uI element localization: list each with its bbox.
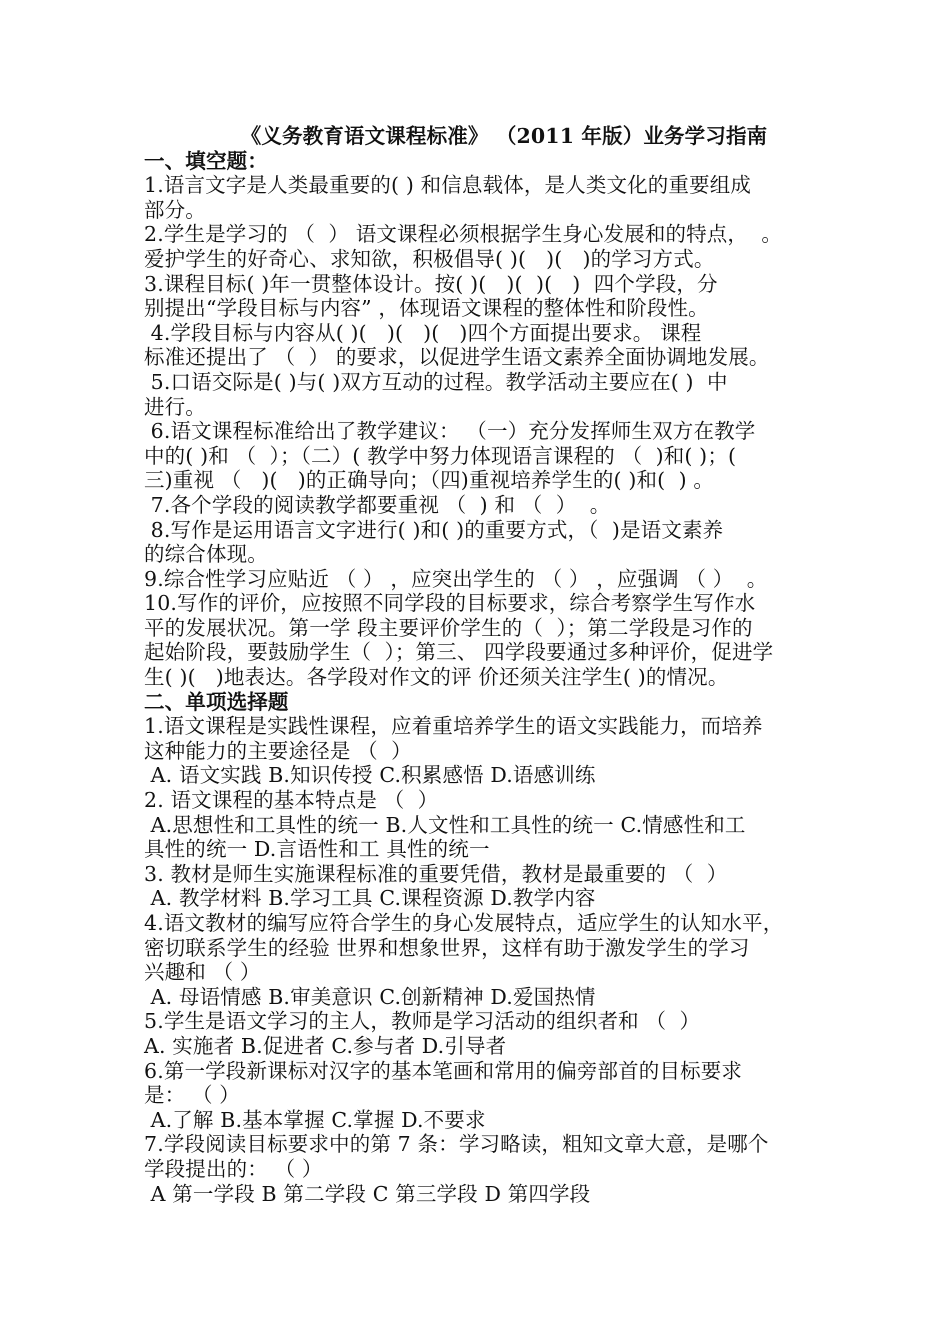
text-line: A. 实施者 B.促进者 C.参与者 D.引导者	[144, 1033, 507, 1058]
text-line: 中的( )和 （ ）；（二）( 教学中努力体现语言课程的 （ )和( )；(	[144, 443, 737, 468]
text-line: 1.语文课程是实践性课程，应着重培养学生的语文实践能力，而培养	[144, 714, 763, 739]
text-line: 3. 教材是师生实施课程标准的重要凭借，教材是最重要的 （ ）	[144, 861, 728, 886]
text-line: 5.口语交际是( )与( )双方互动的过程。教学活动主要应在( ) 中	[144, 369, 728, 394]
text-line: A.了解 B.基本掌握 C.掌握 D.不要求	[144, 1107, 486, 1132]
text-line: 2. 语文课程的基本特点是 （ ）	[144, 788, 439, 813]
text-line: 是： （ ）	[144, 1083, 240, 1108]
text-line: 6.第一学段新课标对汉字的基本笔画和常用的偏旁部首的目标要求	[144, 1058, 743, 1083]
text-line: 部分。	[144, 197, 206, 222]
text-line: 4.语文教材的编写应符合学生的身心发展特点，适应学生的认知水平，	[144, 911, 784, 935]
text-line: 7.学段阅读目标要求中的第 7 条：学习略读，粗知文章大意，是哪个	[144, 1132, 769, 1157]
text-line: 4.学段目标与内容从( )( )( )( )四个方面提出要求。 课程	[144, 320, 702, 345]
document-body	[144, 124, 824, 1206]
text-line: 9.综合性学习应贴近 （ ） ，应突出学生的 （ ） ，应强调 （ ） 。	[144, 566, 768, 591]
text-line: 3.课程目标( )年一贯整体设计。按( )( )( )( ) 四个学段，分	[144, 271, 718, 296]
text-line: A 第一学段 B 第二学段 C 第三学段 D 第四学段	[144, 1181, 591, 1206]
text-line: 密切联系学生的经验 世界和想象世界，这样有助于激发学生的学习	[144, 935, 750, 960]
text-line: 的综合体现。	[144, 542, 268, 567]
text-line: 起始阶段，要鼓励学生（ ）；第三、 四学段要通过多种评价，促进学	[144, 640, 774, 665]
multiple-choice-questions	[144, 714, 824, 1206]
text-line: 1.语言文字是人类最重要的( ) 和信息载体，是人类文化的重要组成	[144, 173, 752, 198]
text-line: 这种能力的主要途径是 （ ）	[144, 738, 412, 763]
text-line: 进行。	[144, 394, 206, 419]
text-line: 爱护学生的好奇心、求知欲，积极倡导( )( )( )的学习方式。	[144, 246, 715, 271]
text-line: 8.写作是运用语言文字进行( )和( )的重要方式，（ )是语文素养	[144, 517, 724, 542]
fill-in-questions	[144, 173, 824, 689]
text-line: A. 语文实践 B.知识传授 C.积累感悟 D.语感训练	[144, 763, 596, 788]
text-line: 具性的统一 D.言语性和工 具性的统一	[144, 837, 490, 862]
text-line: 2.学生是学习的 （ ） 语文课程必须根据学生身心发展和的特点， 。	[144, 222, 783, 247]
text-line: 别提出“学段目标与内容” ，体现语文课程的整体性和阶段性。	[144, 296, 709, 321]
text-line: 6.语文课程标准给出了教学建议： （一）充分发挥师生双方在教学	[144, 419, 756, 444]
text-line: 5.学生是语文学习的主人，教师是学习活动的组织者和 （ ）	[144, 1009, 701, 1034]
text-line: 兴趣和 （ ）	[144, 960, 261, 985]
page-title: 《义务教育语文课程标准》 （2011 年版）业务学习指南	[240, 124, 768, 148]
section-heading-fill-in: 一、填空题：	[144, 148, 268, 173]
text-line: 标准还提出了 （ ） 的要求，以促进学生语文素养全面协调地发展。	[144, 345, 770, 370]
text-line: 学段提出的： （ ）	[144, 1156, 323, 1181]
text-line: 生( )( )地表达。各学段对作文的评 价还须关注学生( )的情况。	[144, 665, 729, 690]
text-line: 10.写作的评价，应按照不同学段的目标要求，综合考察学生写作水	[144, 591, 756, 616]
section-heading-multiple-choice: 二、单项选择题	[144, 689, 289, 714]
text-line: 7.各个学段的阅读教学都要重视 （ ) 和 （ ） 。	[144, 492, 611, 517]
text-line: 平的发展状况。第一学 段主要评价学生的（ ）；第二学段是习作的	[144, 615, 753, 640]
text-line: 三)重视 （ )( )的正确导向；（四)重视培养学生的( )和( ) 。	[144, 468, 715, 493]
text-line: A. 母语情感 B.审美意识 C.创新精神 D.爱国热情	[144, 984, 596, 1009]
text-line: A.思想性和工具性的统一 B.人文性和工具性的统一 C.情感性和工	[144, 812, 746, 837]
text-line: A. 教学材料 B.学习工具 C.课程资源 D.教学内容	[144, 886, 596, 911]
